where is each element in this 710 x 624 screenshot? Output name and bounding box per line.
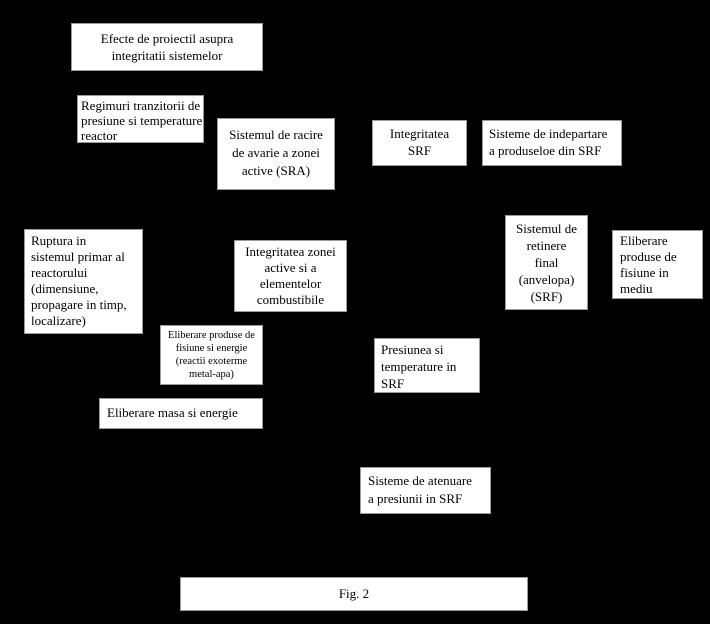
box-text-line: (reactii exoterme [175,356,248,367]
box-presiune-temperatura-srf [374,338,480,393]
box-regimuri-tranzitorii [77,95,204,143]
box-text-line: Ruptura in [31,233,87,248]
box-integritatea-zonei-active [234,240,347,312]
box-sistem-retinere-final [505,215,588,310]
box-text-line: Presiunea si [381,342,444,357]
box-text-line: (dimensiune, [31,281,99,296]
box-text-line: integritatii sistemelor [111,48,223,63]
box-text-line: produse de [620,249,677,264]
box-text-line: reactor [81,128,118,143]
box-sistem-racire-avarie [217,118,335,190]
box-eliberare-produse-mediu [612,230,703,299]
box-text-line: a presiunii in SRF [368,491,463,506]
box-sisteme-indepartare-produse [482,120,622,166]
box-text-line: de avarie a zonei [232,145,320,160]
box-text-line: active si a [264,260,317,275]
box-text-line: reactorului [31,265,88,280]
box-text-line: (anvelopa) [518,272,575,287]
box-efecte-proiectil [71,23,263,71]
box-text-line: fisiune in [620,265,669,280]
box-text-line: Fig. 2 [338,586,370,601]
box-integritatea-srf [372,120,467,166]
box-text-line: a produseloe din SRF [489,143,602,158]
box-text-line: (SRF) [530,289,563,304]
box-text-line: retinere [526,238,567,253]
box-text-line: metal-apa) [189,369,234,380]
box-text-line: propagare in timp, [31,297,127,312]
box-text-line: Integritatea [389,126,450,141]
box-text-line: Sisteme de atenuare [368,473,472,488]
box-text-line: presiune si temperature [81,113,203,128]
box-sisteme-atenuare-presiune [360,467,491,514]
box-text-line: Regimuri tranzitorii de [81,98,201,113]
box-text-line: mediu [620,281,653,296]
box-text-line: Eliberare masa si energie [107,405,238,420]
figure-caption [180,577,528,611]
box-text-line: active (SRA) [241,163,311,178]
box-text-line: temperature in [381,359,457,374]
box-ruptura-sistem-primar [24,229,143,334]
box-text-line: SRF [381,376,405,391]
box-text-line: elementelor [259,276,322,291]
box-text-line: Eliberare produse de [168,330,255,341]
box-text-line: Sisteme de indepartare [489,126,608,141]
box-text-line: sistemul primar al [31,249,125,264]
box-eliberare-produse-energie [160,325,263,385]
box-text-line: Efecte de proiectil asupra [100,31,234,46]
box-text-line: SRF [407,143,432,158]
box-text-line: Integritatea zonei [245,244,336,259]
box-text-line: Sistemul de racire [229,127,323,142]
box-text-line: final [534,255,559,270]
box-eliberare-masa-energie [99,398,263,429]
box-text-line: combustibile [256,292,325,307]
box-text-line: localizare) [31,313,86,328]
box-text-line: Sistemul de [515,221,578,236]
box-text-line: Eliberare [620,233,668,248]
box-text-line: fisiune si energie [175,343,248,354]
